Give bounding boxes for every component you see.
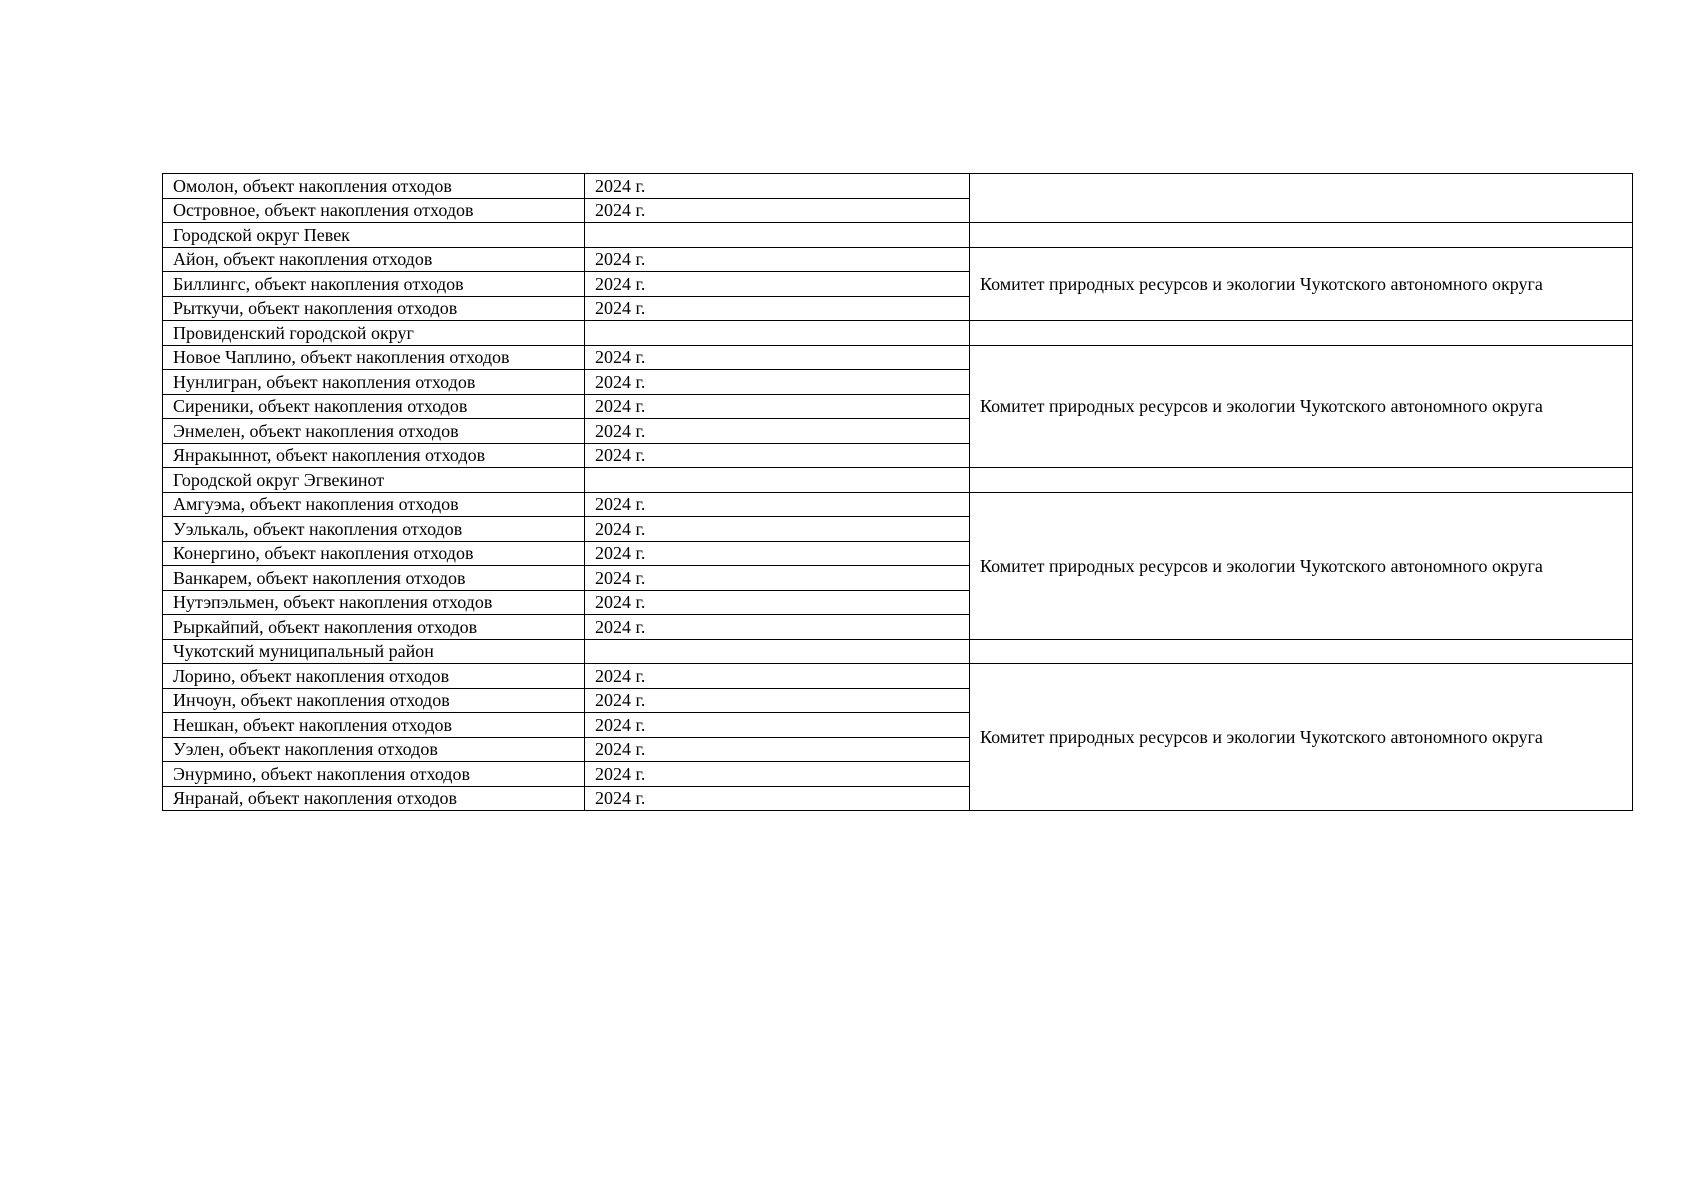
year-cell: 2024 г. bbox=[585, 762, 970, 787]
year-cell: 2024 г. bbox=[585, 737, 970, 762]
facility-name-cell: Омолон, объект накопления отходов bbox=[163, 174, 585, 199]
year-cell: 2024 г. bbox=[585, 713, 970, 738]
empty-cell bbox=[585, 223, 970, 248]
facility-name-cell: Островное, объект накопления отходов bbox=[163, 198, 585, 223]
empty-cell bbox=[970, 223, 1633, 248]
section-header-row bbox=[163, 468, 1633, 493]
facility-name-cell: Ванкарем, объект накопления отходов bbox=[163, 566, 585, 591]
responsible-organization-cell: Комитет природных ресурсов и экологии Чукотского автономного округа bbox=[970, 664, 1633, 811]
responsible-organization-cell: Комитет природных ресурсов и экологии Чукотского автономного округа bbox=[970, 492, 1633, 639]
section-header-cell: Чукотский муниципальный район bbox=[163, 639, 585, 664]
empty-cell bbox=[970, 639, 1633, 664]
facility-name-cell: Конергино, объект накопления отходов bbox=[163, 541, 585, 566]
year-cell: 2024 г. bbox=[585, 198, 970, 223]
facility-name-cell: Биллингс, объект накопления отходов bbox=[163, 272, 585, 297]
empty-cell bbox=[970, 321, 1633, 346]
section-header-row bbox=[163, 321, 1633, 346]
facility-name-cell: Уэлькаль, объект накопления отходов bbox=[163, 517, 585, 542]
facility-name-cell: Сиреники, объект накопления отходов bbox=[163, 394, 585, 419]
waste-facilities-table bbox=[162, 173, 1633, 811]
empty-cell bbox=[585, 321, 970, 346]
section-header-row bbox=[163, 639, 1633, 664]
facility-name-cell: Айон, объект накопления отходов bbox=[163, 247, 585, 272]
responsible-organization-cell bbox=[970, 174, 1633, 223]
table-row bbox=[163, 345, 1633, 370]
year-cell: 2024 г. bbox=[585, 492, 970, 517]
year-cell: 2024 г. bbox=[585, 345, 970, 370]
table-row bbox=[163, 664, 1633, 689]
facility-name-cell: Лорино, объект накопления отходов bbox=[163, 664, 585, 689]
facility-name-cell: Новое Чаплино, объект накопления отходов bbox=[163, 345, 585, 370]
section-header-cell: Городской округ Певек bbox=[163, 223, 585, 248]
empty-cell bbox=[585, 639, 970, 664]
facility-name-cell: Энурмино, объект накопления отходов bbox=[163, 762, 585, 787]
facility-name-cell: Янракыннот, объект накопления отходов bbox=[163, 443, 585, 468]
year-cell: 2024 г. bbox=[585, 247, 970, 272]
empty-cell bbox=[970, 468, 1633, 493]
year-cell: 2024 г. bbox=[585, 443, 970, 468]
facility-name-cell: Нунлигран, объект накопления отходов bbox=[163, 370, 585, 395]
facility-name-cell: Нешкан, объект накопления отходов bbox=[163, 713, 585, 738]
facility-name-cell: Амгуэма, объект накопления отходов bbox=[163, 492, 585, 517]
facility-name-cell: Рыткучи, объект накопления отходов bbox=[163, 296, 585, 321]
year-cell: 2024 г. bbox=[585, 174, 970, 199]
facility-name-cell: Нутэпэльмен, объект накопления отходов bbox=[163, 590, 585, 615]
responsible-organization-cell: Комитет природных ресурсов и экологии Чукотского автономного округа bbox=[970, 247, 1633, 321]
year-cell: 2024 г. bbox=[585, 517, 970, 542]
year-cell: 2024 г. bbox=[585, 296, 970, 321]
table-body bbox=[163, 174, 1633, 811]
facility-name-cell: Янранай, объект накопления отходов bbox=[163, 786, 585, 811]
facility-name-cell: Рыркайпий, объект накопления отходов bbox=[163, 615, 585, 640]
section-header-cell: Городской округ Эгвекинот bbox=[163, 468, 585, 493]
table-row bbox=[163, 174, 1633, 199]
year-cell: 2024 г. bbox=[585, 394, 970, 419]
facility-name-cell: Энмелен, объект накопления отходов bbox=[163, 419, 585, 444]
table-row bbox=[163, 492, 1633, 517]
year-cell: 2024 г. bbox=[585, 419, 970, 444]
empty-cell bbox=[585, 468, 970, 493]
year-cell: 2024 г. bbox=[585, 590, 970, 615]
year-cell: 2024 г. bbox=[585, 541, 970, 566]
year-cell: 2024 г. bbox=[585, 615, 970, 640]
responsible-organization-cell: Комитет природных ресурсов и экологии Чукотского автономного округа bbox=[970, 345, 1633, 468]
table-row bbox=[163, 247, 1633, 272]
facility-name-cell: Инчоун, объект накопления отходов bbox=[163, 688, 585, 713]
year-cell: 2024 г. bbox=[585, 664, 970, 689]
year-cell: 2024 г. bbox=[585, 566, 970, 591]
facility-name-cell: Уэлен, объект накопления отходов bbox=[163, 737, 585, 762]
section-header-row bbox=[163, 223, 1633, 248]
section-header-cell: Провиденский городской округ bbox=[163, 321, 585, 346]
year-cell: 2024 г. bbox=[585, 370, 970, 395]
year-cell: 2024 г. bbox=[585, 272, 970, 297]
year-cell: 2024 г. bbox=[585, 786, 970, 811]
year-cell: 2024 г. bbox=[585, 688, 970, 713]
